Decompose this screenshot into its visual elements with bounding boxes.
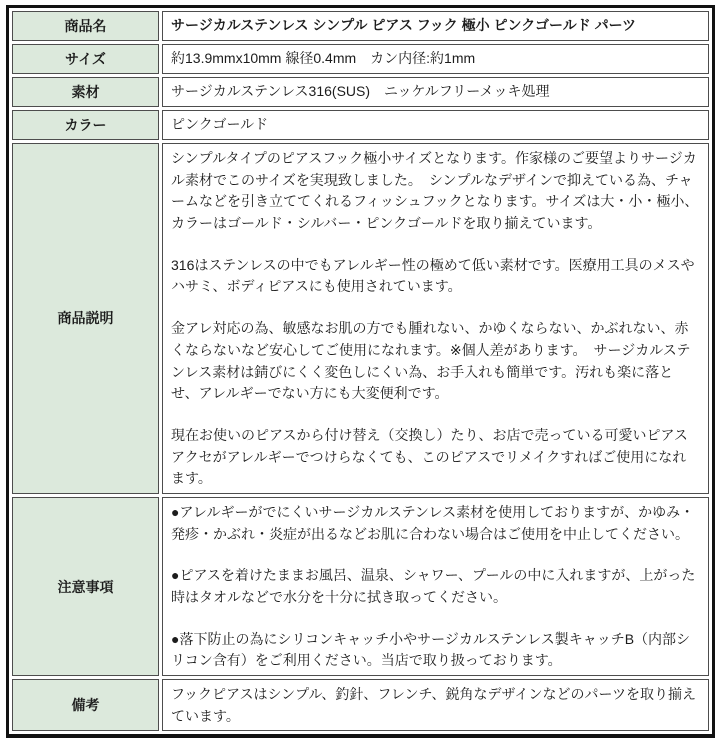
spec-row-material (12, 77, 709, 107)
spec-row-size (12, 44, 709, 74)
paragraph: ●ピアスを着けたままお風呂、温泉、シャワー、プールの中に入れますが、上がった時はタオルなどで水分を十分に拭き取ってください。 (171, 567, 696, 605)
paragraph: 現在お使いのピアスから付け替え（交換し）たり、お店で売っている可愛いピアスアクセがアレルギーでつけらなくても、このピアスでリメイクすればご使用になれます。 (171, 426, 688, 487)
row-label-material: 素材 (12, 77, 159, 107)
paragraph: ●落下防止の為にシリコンキャッチ小やサージカルステンレス製キャッチB（内部シリコン含有）をご利用ください。当店で取り扱っております。 (171, 630, 691, 669)
row-value-size: 約13.9mmx10mm 線径0.4mm カン内径:約1mm (162, 44, 709, 74)
paragraph: 金アレ対応の為、敏感なお肌の方でも腫れない、かゆくならない、かぶれない、赤くならないなど安心してご使用になれます。※個人差があります。 サージカルステンレス素材は錆びにくく変色しにくい為、お手入れも簡単です。汚れも楽に落とせ、アレルギーでない方にも大変便利です。 (171, 320, 691, 402)
row-value-product-name: サージカルステンレス シンプル ピアス フック 極小 ピンクゴールド パーツ (162, 11, 709, 41)
spec-row-product-name (12, 11, 709, 41)
row-value-remarks: フックピアスはシンプル、釣針、フレンチ、鋭角なデザインなどのパーツを取り揃えています。 (162, 679, 709, 731)
row-label-precautions: 注意事項 (12, 497, 159, 676)
row-label-size: サイズ (12, 44, 159, 74)
row-label-color: カラー (12, 110, 159, 140)
row-value-material: サージカルステンレス316(SUS) ニッケルフリーメッキ処理 (162, 77, 709, 107)
row-value-precautions (162, 497, 709, 676)
spec-row-remarks (12, 679, 709, 731)
paragraph: ●アレルギーがでにくいサージカルステンレス素材を使用しておりますが、かゆみ・発疹・かぶれ・炎症が出るなどお肌に合わない場合はご使用を中止してください。 (171, 503, 695, 542)
spec-row-description (12, 143, 709, 494)
row-label-description: 商品説明 (12, 143, 159, 494)
product-spec-table (6, 5, 715, 738)
spec-row-color (12, 110, 709, 140)
paragraph: シンプルタイプのピアスフック極小サイズとなります。作家様のご要望よりサージカル素材でこのサイズを実現致しました。 シンプルなデザインで抑えている為、チャームなどを引き立ててくれるフィッシュフックとなります。サイズは大・小・極小、カラーはゴールド・シルバー・ピンクゴールドを取り揃えています。 (171, 150, 699, 232)
row-label-product-name: 商品名 (12, 11, 159, 41)
row-value-description (162, 143, 709, 494)
paragraph: 316はステンレスの中でもアレルギー性の極めて低い素材です。医療用工具のメスやハサミ、ボディピアスにも使用されています。 (171, 256, 695, 295)
row-value-color: ピンクゴールド (162, 110, 709, 140)
row-label-remarks: 備考 (12, 679, 159, 731)
spec-row-precautions (12, 497, 709, 676)
